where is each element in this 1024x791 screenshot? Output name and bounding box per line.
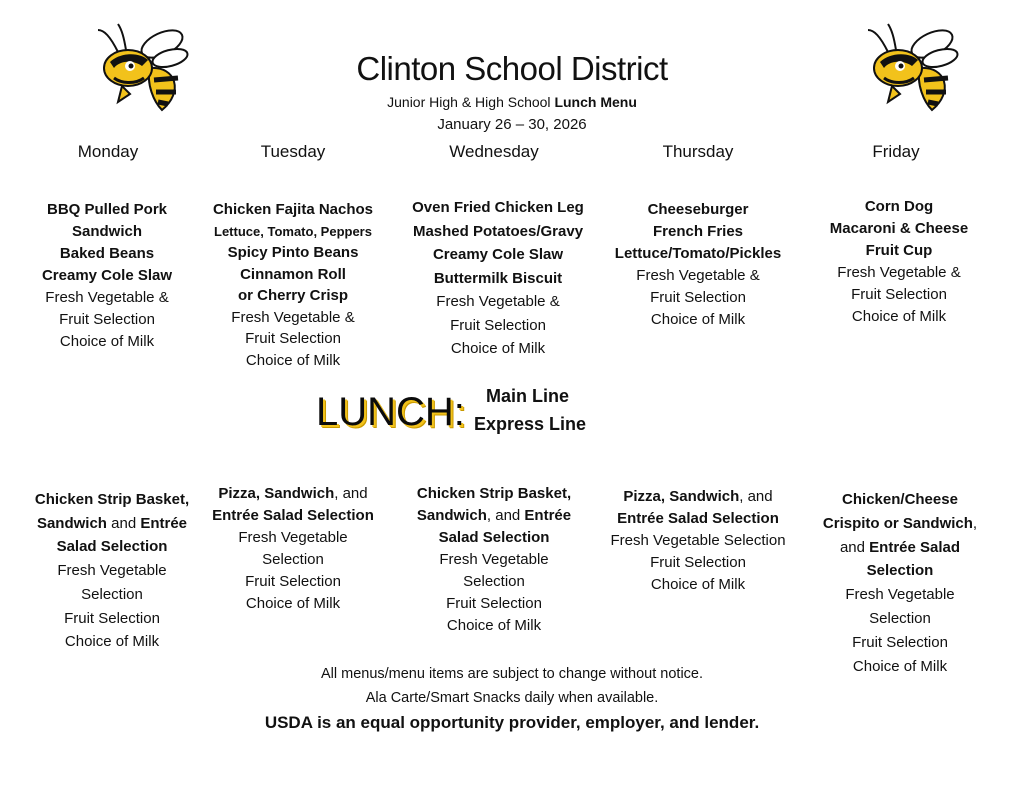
- menu-item: Sandwich and Entrée: [36, 514, 188, 532]
- menu-item: Lettuce, Tomato, Peppers: [214, 223, 372, 239]
- express-menu-tuesday: [193, 483, 393, 615]
- day-friday: Friday: [872, 142, 920, 161]
- main-menu-tuesday: [193, 199, 393, 371]
- menu-item: Fruit Cup: [865, 242, 933, 259]
- menu-item: or Cherry Crisp: [237, 287, 349, 304]
- menu-item: Choice of Milk: [446, 617, 542, 634]
- page-title: Clinton School District: [356, 50, 668, 87]
- menu-item: Entrée Salad Selection: [212, 507, 374, 524]
- menu-item: Choice of Milk: [851, 308, 947, 325]
- menu-item: Buttermilk Biscuit: [433, 269, 563, 287]
- menu-item: Sandwich: [71, 223, 142, 240]
- usda-statement: USDA is an equal opportunity provider, employer, and lender.: [264, 713, 760, 732]
- menu-item: Salad Selection: [438, 529, 550, 546]
- menu-item: Choice of Milk: [59, 333, 155, 350]
- menu-item: Pizza, Sandwich, and: [623, 488, 773, 505]
- menu-item: Baked Beans: [59, 245, 155, 262]
- main-menu-wednesday: [398, 196, 598, 361]
- date-range: January 26 – 30, 2026: [437, 116, 587, 133]
- menu-item: Fresh Vegetable: [238, 529, 348, 546]
- menu-item: Cheeseburger: [647, 201, 749, 218]
- menu-item: Chicken Strip Basket,: [34, 491, 190, 508]
- menu-item: Fruit Selection: [450, 316, 546, 334]
- menu-item: Choice of Milk: [650, 311, 746, 328]
- menu-item: Creamy Cole Slaw: [432, 246, 564, 263]
- menu-item: Chicken Fajita Nachos: [212, 201, 374, 218]
- menu-item: Spicy Pinto Beans: [227, 244, 359, 261]
- menu-item: Fresh Vegetable: [439, 551, 549, 568]
- day-monday: Monday: [77, 142, 139, 161]
- menu-item: Fresh Vegetable Selection: [610, 532, 786, 549]
- express-menu-thursday: [598, 486, 798, 596]
- menu-item: Chicken/Cheese: [842, 491, 958, 508]
- menu-item: Cinnamon Roll: [240, 265, 346, 283]
- ala-carte-note: Ala Carte/Smart Snacks daily when available.: [365, 690, 659, 706]
- menu-item: and Entrée Salad: [839, 538, 961, 556]
- express-line-label: Express Line: [474, 414, 587, 434]
- menu-item: Fruit Selection: [650, 554, 746, 571]
- menu-item: Pizza, Sandwich, and: [218, 485, 368, 502]
- menu-item: Fresh Vegetable: [57, 562, 167, 580]
- menu-item: Lettuce/Tomato/Pickles: [614, 245, 782, 262]
- menu-item: Choice of Milk: [852, 657, 948, 675]
- menu-item: Choice of Milk: [450, 340, 546, 357]
- menu-item: Choice of Milk: [650, 576, 746, 593]
- menu-item: Fruit Selection: [852, 633, 948, 651]
- lunch-banner-word: LUNCH:: [316, 390, 465, 434]
- menu-item: Salad Selection: [56, 538, 168, 556]
- day-wednesday: Wednesday: [449, 142, 539, 161]
- day-tuesday: Tuesday: [260, 142, 326, 161]
- menu-item: Fruit Selection: [59, 311, 155, 328]
- main-menu-thursday: [598, 199, 798, 331]
- menu-item: Choice of Milk: [245, 595, 341, 612]
- menu-item: Fresh Vegetable &: [436, 293, 560, 310]
- subtitle-bold: Lunch Menu: [554, 94, 637, 110]
- subtitle-prefix: Junior High & High School: [387, 94, 555, 110]
- menu-item: Fresh Vegetable: [845, 586, 955, 604]
- menu-item: Fresh Vegetable &: [231, 308, 355, 326]
- change-notice: All menus/menu items are subject to change without notice.: [320, 666, 704, 682]
- subtitle: [0, 94, 1024, 110]
- day-thursday: Thursday: [662, 142, 734, 161]
- menu-item: Fruit Selection: [245, 330, 341, 347]
- main-line-label: Main Line: [486, 386, 570, 406]
- menu-item: Sandwich, and Entrée: [416, 507, 572, 524]
- menu-item: Creamy Cole Slaw: [41, 267, 173, 284]
- menu-item: Oven Fried Chicken Leg: [412, 199, 584, 216]
- menu-item: Mashed Potatoes/Gravy: [412, 222, 584, 240]
- main-menu-monday: [7, 199, 207, 353]
- menu-item: Fresh Vegetable &: [636, 267, 760, 284]
- menu-item: Choice of Milk: [64, 633, 160, 651]
- menu-item: Selection: [81, 585, 143, 603]
- menu-item: Entrée Salad Selection: [617, 510, 779, 527]
- menu-item: Corn Dog: [864, 198, 934, 215]
- menu-item: Crispito or Sandwich,: [822, 514, 978, 532]
- menu-item: Selection: [463, 573, 525, 590]
- menu-item: Fruit Selection: [851, 286, 947, 303]
- menu-item: French Fries: [652, 223, 744, 240]
- express-menu-friday: [800, 488, 1000, 678]
- express-menu-monday: [12, 488, 212, 654]
- menu-item: Fresh Vegetable &: [45, 289, 169, 306]
- menu-item: Choice of Milk: [245, 351, 341, 369]
- menu-item: Selection: [869, 609, 931, 627]
- menu-item: Selection: [866, 562, 934, 580]
- menu-item: Chicken Strip Basket,: [416, 485, 572, 502]
- menu-item: BBQ Pulled Pork: [46, 201, 168, 218]
- menu-item: Fruit Selection: [446, 595, 542, 612]
- menu-item: Fruit Selection: [650, 289, 746, 306]
- menu-item: Fruit Selection: [245, 573, 341, 590]
- menu-item: Fruit Selection: [64, 609, 160, 627]
- main-menu-friday: [799, 196, 999, 328]
- menu-item: Fresh Vegetable &: [837, 264, 961, 281]
- express-menu-wednesday: [394, 483, 594, 637]
- menu-item: Selection: [262, 551, 324, 568]
- menu-item: Macaroni & Cheese: [829, 220, 969, 237]
